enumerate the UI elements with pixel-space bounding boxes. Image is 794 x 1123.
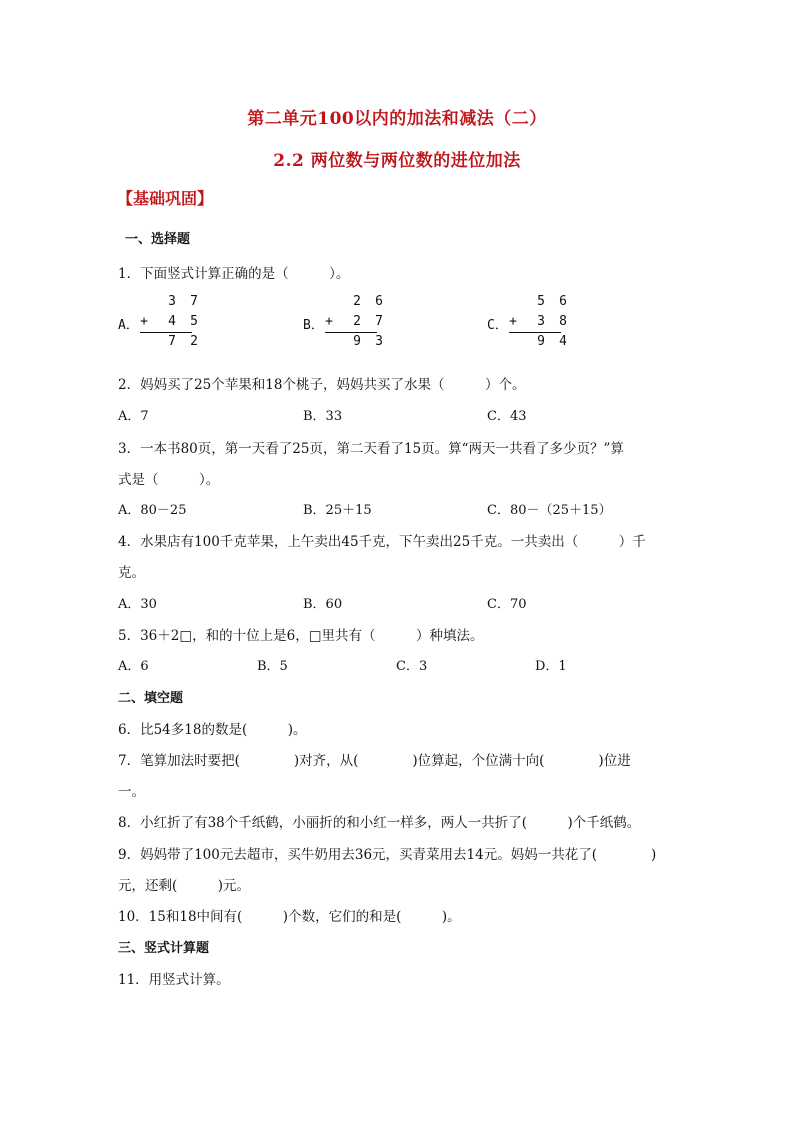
option-3a: A．80－25	[118, 503, 187, 518]
question-8: 8．小红折了有38个千纸鹤，小丽折的和小红一样多，两人一共折了( )个千纸鹤。	[118, 815, 641, 831]
question-11: 11．用竖式计算。	[118, 972, 230, 988]
option-1c-vertical-calc	[487, 294, 587, 356]
option-5c: C．3	[396, 659, 428, 674]
option-label: A．	[118, 318, 139, 333]
question-3-line-2: 式是（ ）。	[118, 472, 220, 488]
option-5b: B．5	[257, 659, 288, 674]
option-label: B．	[303, 318, 324, 333]
option-label: C．	[487, 318, 508, 333]
question-9-line-2: 元，还剩( )元。	[118, 878, 251, 894]
option-3c: C．80－（25＋15）	[487, 503, 612, 518]
digit: 9	[537, 334, 545, 349]
sum-rule	[325, 332, 377, 333]
question-1: 1．下面竖式计算正确的是（ ）。	[118, 266, 350, 282]
digit: 7	[190, 294, 198, 309]
digit: 6	[375, 294, 383, 309]
section-label: 【基础巩固】	[117, 189, 214, 208]
question-10: 10．15和18中间有( )个数，它们的和是( )。	[118, 909, 461, 925]
question-4-line-2: 克。	[118, 565, 145, 581]
part3-heading: 三、竖式计算题	[118, 941, 210, 956]
part1-heading: 一、选择题	[125, 232, 191, 247]
digit: 6	[559, 294, 567, 309]
part2-heading: 二、填空题	[118, 691, 184, 706]
digit: 2	[353, 294, 361, 309]
question-7-line-2: 一。	[118, 784, 145, 800]
page-title: 第二单元100以内的加法和减法（二）	[247, 109, 547, 129]
option-4a: A．30	[118, 597, 157, 612]
digit: 3	[168, 294, 176, 309]
question-9-line-1: 9．妈妈带了100元去超市，买牛奶用去36元，买青菜用去14元。妈妈一共花了( )	[118, 847, 657, 863]
plus-sign: +	[140, 314, 148, 329]
digit: 2	[190, 334, 198, 349]
plus-sign: +	[325, 314, 333, 329]
option-5a: A．6	[118, 659, 149, 674]
option-1a-vertical-calc	[118, 294, 218, 356]
question-2: 2．妈妈买了25个苹果和18个桃子，妈妈共买了水果（ ）个。	[118, 377, 526, 393]
option-4b: B．60	[303, 597, 343, 612]
question-5: 5．36＋2□，和的十位上是6，□里共有（ ）种填法。	[118, 628, 484, 644]
page-subtitle: 2.2 两位数与两位数的进位加法	[273, 151, 521, 171]
option-1b-vertical-calc	[303, 294, 403, 356]
digit: 5	[190, 314, 198, 329]
option-2b: B．33	[303, 409, 343, 424]
question-7-line-1: 7．笔算加法时要把( )对齐，从( )位算起，个位满十向( )位进	[118, 753, 631, 769]
sum-rule	[140, 332, 192, 333]
digit: 9	[353, 334, 361, 349]
digit: 7	[375, 314, 383, 329]
digit: 4	[168, 314, 176, 329]
option-2a: A．7	[118, 409, 149, 424]
digit: 3	[537, 314, 545, 329]
digit: 4	[559, 334, 567, 349]
sum-rule	[509, 332, 561, 333]
question-4-line-1: 4．水果店有100千克苹果，上午卖出45千克，下午卖出25千克。一共卖出（ ）千	[118, 534, 646, 550]
digit: 5	[537, 294, 545, 309]
question-6: 6．比54多18的数是( )。	[118, 722, 307, 738]
option-3b: B．25＋15	[303, 503, 372, 518]
digit: 8	[559, 314, 567, 329]
digit: 7	[168, 334, 176, 349]
plus-sign: +	[509, 314, 517, 329]
digit: 2	[353, 314, 361, 329]
digit: 3	[375, 334, 383, 349]
option-4c: C．70	[487, 597, 527, 612]
question-3-line-1: 3．一本书80页，第一天看了25页，第二天看了15页。算“两天一共看了多少页？”算	[118, 441, 624, 457]
option-5d: D．1	[535, 659, 567, 674]
option-2c: C．43	[487, 409, 527, 424]
